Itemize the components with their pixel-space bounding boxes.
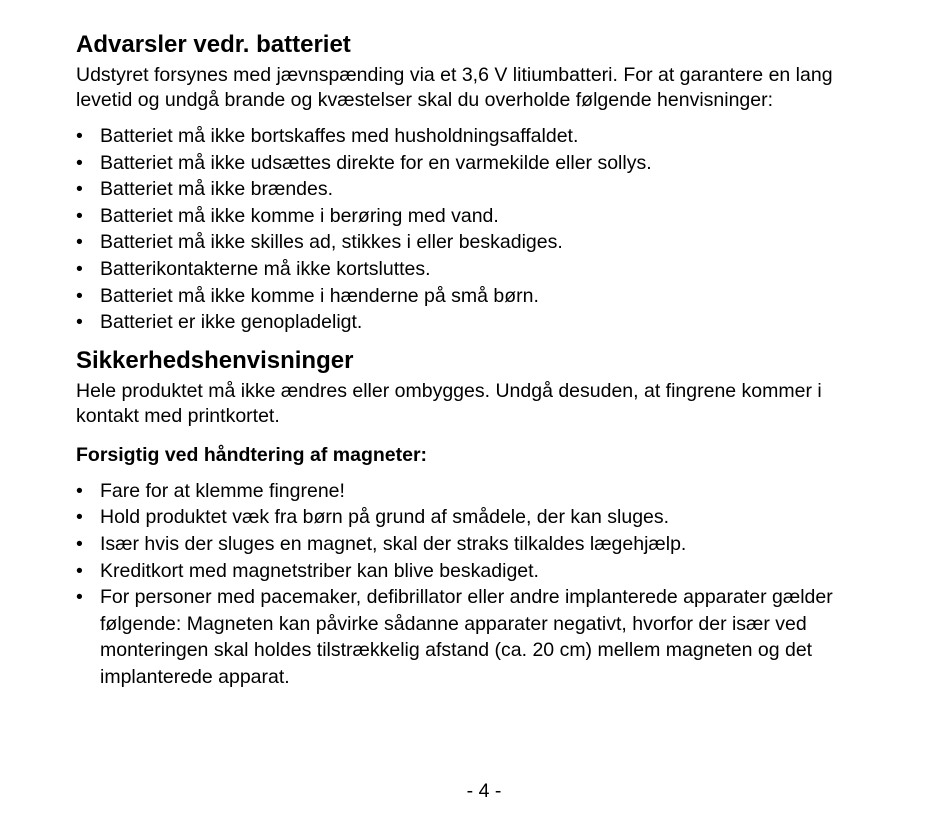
list-item: • Batteriet må ikke komme i hænderne på små børn. (76, 283, 886, 310)
battery-warnings-list (76, 123, 886, 336)
list-item: • Batteriet er ikke genopladeligt. (76, 309, 886, 336)
list-item: • Især hvis der sluges en magnet, skal der straks tilkaldes lægehjælp. (76, 531, 886, 558)
list-item: • Kreditkort med magnetstriber kan blive beskadiget. (76, 558, 886, 585)
bullet-icon: • (76, 204, 83, 227)
bullet-icon: • (76, 178, 83, 201)
safety-heading: Sikkerhedshenvisninger (76, 346, 354, 374)
bullet-icon: • (76, 125, 83, 147)
bullet-icon: • (76, 479, 83, 502)
bullet-icon: • (76, 506, 83, 529)
bullet-icon: • (76, 151, 83, 174)
page-number: - 4 - (466, 780, 502, 802)
bullet-icon: • (76, 586, 83, 609)
safety-intro-text: Hele produktet må ikke ændres eller ombygges. Undgå desuden, at fingrene kommer i kontakt med printkortet. (76, 379, 822, 427)
bullet-icon: • (76, 231, 83, 254)
list-item: • Batteriet må ikke skilles ad, stikkes i eller beskadiges. (76, 229, 886, 256)
bullet-icon: • (76, 284, 83, 307)
bullet-icon: • (76, 257, 83, 280)
list-item: • Batteriet må ikke bortskaffes med husholdningsaffaldet. (76, 123, 886, 150)
list-item: • Hold produktet væk fra børn på grund af smådele, der kan sluges. (76, 504, 886, 531)
document-page (76, 30, 886, 691)
magnet-warnings-list (76, 478, 886, 691)
list-item: • Batteriet må ikke brændes. (76, 176, 886, 203)
list-item: • For personer med pacemaker, defibrillator eller andre implanterede apparater gælder følgende: Magneten kan påvirke sådanne apparater negativt, hvorfor der især ved monteringen skal holdes tilstrækkelig afstand (ca. 20 cm) mellem magneten og det implanterede apparat. (76, 586, 833, 688)
magnet-subheading: Forsigtig ved håndtering af magneter: (76, 443, 428, 466)
battery-warnings-heading: Advarsler vedr. batteriet (76, 31, 351, 58)
battery-intro-text: Udstyret forsynes med jævnspænding via et 3,6 V litiumbatteri. For at garantere en lang levetid og undgå brande og kvæstelser skal du overholde følgende henvisninger: (76, 64, 833, 111)
list-item: • Batterikontakterne må ikke kortsluttes. (76, 256, 886, 283)
list-item: • Fare for at klemme fingrene! (76, 478, 886, 505)
list-item: • Batteriet må ikke komme i berøring med vand. (76, 203, 886, 230)
bullet-icon: • (76, 559, 83, 582)
bullet-icon: • (76, 311, 83, 334)
list-item: • Batteriet må ikke udsættes direkte for en varmekilde eller sollys. (76, 150, 886, 177)
bullet-icon: • (76, 532, 83, 555)
